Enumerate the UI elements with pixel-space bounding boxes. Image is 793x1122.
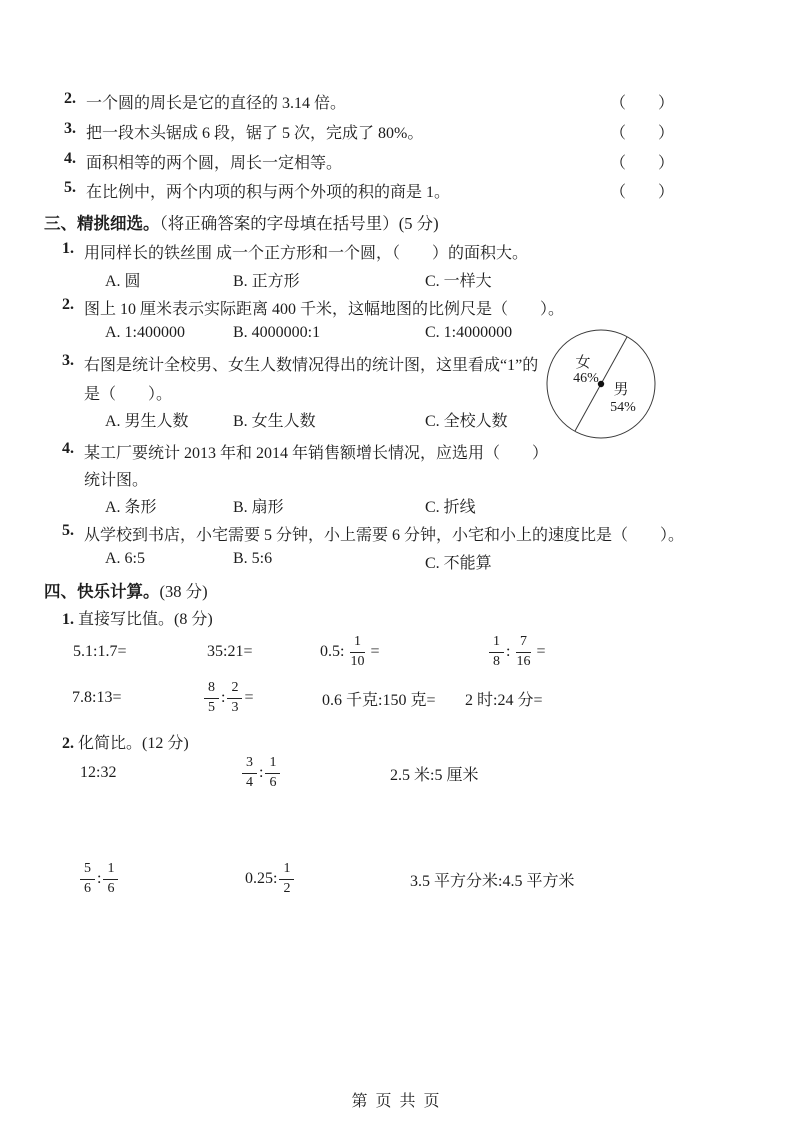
question-text: 某工厂要统计 2013 年和 2014 年销售额增长情况，应选用（ ） — [84, 445, 549, 462]
page-footer: 第 页 共 页 — [351, 1093, 442, 1110]
option-b: B. 扇形 — [233, 499, 284, 516]
answer-bracket: （ ） — [610, 184, 675, 201]
expression-text: = — [536, 643, 546, 660]
expression-text: : — [97, 870, 102, 887]
option-a: A. 男生人数 — [105, 413, 189, 430]
fraction: $\frac{1}{10}$ — [350, 634, 365, 669]
answer-bracket: （ ） — [610, 155, 675, 172]
pie-value-male-pct: 54% — [610, 400, 636, 415]
option-a: A. 1:400000 — [105, 324, 185, 341]
judge-item-3 — [0, 120, 793, 142]
expression-text: 12:32 — [80, 764, 117, 781]
option-a: A. 条形 — [105, 499, 157, 516]
question-text: 面积相等的两个圆，周长一定相等。 — [86, 155, 343, 172]
judge-item-2 — [0, 90, 793, 112]
expression-text: 0.5: — [320, 643, 345, 660]
simplify-expression — [80, 751, 116, 795]
simplify-expression — [240, 751, 282, 795]
simplify-expression — [390, 751, 478, 795]
judge-item-5 — [0, 179, 793, 201]
sub-title: 化简比。(12 分) — [78, 735, 189, 752]
question-text: 在比例中，两个内项的积与两个外项的积的商是 1。 — [86, 184, 451, 201]
question-number: 2. — [62, 296, 74, 313]
question-text: 把一段木头锯成 6 段，锯了 5 次，完成了 80%。 — [86, 125, 424, 142]
fraction: $\frac{1}{8}$ — [489, 634, 504, 669]
simplify-expression — [78, 857, 120, 901]
section-score: (38 分) — [159, 582, 208, 601]
question-text: 图上 10 厘米表示实际距离 400 千米，这幅地图的比例尺是（ ）。 — [84, 301, 565, 318]
fraction: $\frac{5}{6}$ — [80, 861, 95, 896]
choice-q4-options — [0, 494, 793, 516]
ratio-expression — [72, 676, 121, 720]
ratio-expression — [202, 676, 253, 720]
question-text: 统计图。 — [84, 472, 149, 489]
ratio-expression — [207, 630, 252, 674]
ratio-expression — [73, 630, 126, 674]
fraction: $\frac{1}{2}$ — [279, 861, 294, 896]
ratio-expression — [465, 676, 542, 720]
simplify-heading — [62, 730, 189, 753]
question-number: 2. — [64, 90, 76, 107]
option-b: B. 女生人数 — [233, 413, 316, 430]
simplify-expression — [410, 857, 574, 901]
expression-text: 35:21= — [207, 643, 253, 660]
expression-text: 0.6 千克:150 克= — [322, 691, 436, 709]
choice-q3-options — [0, 408, 793, 430]
choice-q1 — [0, 240, 793, 262]
option-a: A. 圆 — [105, 273, 141, 290]
gender-pie-chart — [540, 325, 670, 447]
option-b: B. 正方形 — [233, 273, 300, 290]
question-number: 3. — [64, 120, 76, 137]
option-b: B. 5:6 — [233, 550, 273, 567]
fraction: $\frac{1}{6}$ — [265, 755, 280, 790]
sub-number: 2. — [62, 735, 74, 752]
expression-text: : — [506, 643, 511, 660]
fraction: $\frac{8}{5}$ — [204, 680, 219, 715]
question-number: 5. — [64, 179, 76, 196]
question-text: 从学校到书店，小宅需要 5 分钟，小上需要 6 分钟，小宅和小上的速度比是（ ）。 — [84, 527, 685, 544]
sub-title: 直接写比值。(8 分) — [78, 611, 213, 628]
expression-text: : — [259, 764, 264, 781]
question-text: 是（ ）。 — [84, 386, 173, 403]
expression-text: 3.5 平方分米:4.5 平方米 — [410, 872, 575, 890]
expression-text: = — [244, 689, 254, 706]
option-c: C. 不能算 — [425, 555, 492, 572]
choice-q2 — [0, 296, 793, 318]
choice-q2-options — [0, 324, 793, 346]
section-title: 四、快乐计算。 — [44, 582, 160, 601]
section-3-heading — [44, 210, 439, 234]
option-a: A. 6:5 — [105, 550, 145, 567]
choice-q5 — [0, 522, 793, 544]
choice-q4-line2 — [0, 467, 793, 489]
pie-label-female: 女 — [575, 355, 591, 371]
ratio-expression — [320, 630, 379, 674]
option-c: C. 1:4000000 — [425, 324, 513, 341]
choice-q3-line1 — [0, 352, 793, 374]
option-c: C. 全校人数 — [425, 413, 508, 430]
expression-text: : — [221, 689, 226, 706]
question-number: 4. — [64, 150, 76, 167]
question-text: 右图是统计全校男、女生人数情况得出的统计图，这里看成“1”的 — [84, 357, 539, 374]
question-number: 4. — [62, 440, 74, 457]
choice-q1-options — [0, 268, 793, 290]
choice-q3-line2 — [0, 381, 793, 403]
pie-label-male: 男 — [613, 382, 629, 398]
sub-number: 1. — [62, 611, 74, 628]
ratio-expression — [322, 676, 435, 720]
expression-text: 5.1:1.7= — [73, 643, 127, 660]
expression-text: 2 时:24 分= — [465, 691, 543, 709]
option-c: C. 一样大 — [425, 273, 492, 290]
expression-text: 0.25: — [245, 870, 278, 887]
answer-bracket: （ ） — [610, 125, 675, 142]
expression-text: 7.8:13= — [72, 689, 122, 706]
simplify-expression — [245, 857, 296, 901]
question-text: 一个圆的周长是它的直径的 3.14 倍。 — [86, 95, 347, 112]
pie-value-female-pct: 46% — [573, 371, 599, 386]
fraction: $\frac{1}{6}$ — [103, 861, 118, 896]
question-number: 1. — [62, 240, 74, 257]
expression-text: = — [370, 643, 380, 660]
choice-q4-line1 — [0, 440, 793, 462]
fraction: $\frac{2}{3}$ — [227, 680, 242, 715]
section-title: 三、精挑细选。 — [44, 214, 160, 233]
question-number: 3. — [62, 352, 74, 369]
question-text: 用同样长的铁丝围 成一个正方形和一个圆，（ ）的面积大。 — [84, 245, 529, 262]
fraction: $\frac{3}{4}$ — [242, 755, 257, 790]
section-note: （将正确答案的字母填在括号里）(5 分) — [159, 214, 439, 233]
question-number: 5. — [62, 522, 74, 539]
write-ratio-heading — [62, 606, 213, 629]
option-c: C. 折线 — [425, 499, 476, 516]
answer-bracket: （ ） — [610, 95, 675, 112]
choice-q5-options — [0, 550, 793, 572]
fraction: $\frac{7}{16}$ — [516, 634, 531, 669]
expression-text: 2.5 米:5 厘米 — [390, 766, 479, 784]
ratio-expression — [487, 630, 545, 674]
option-b: B. 4000000:1 — [233, 324, 321, 341]
section-4-heading — [44, 578, 208, 602]
judge-item-4 — [0, 150, 793, 172]
